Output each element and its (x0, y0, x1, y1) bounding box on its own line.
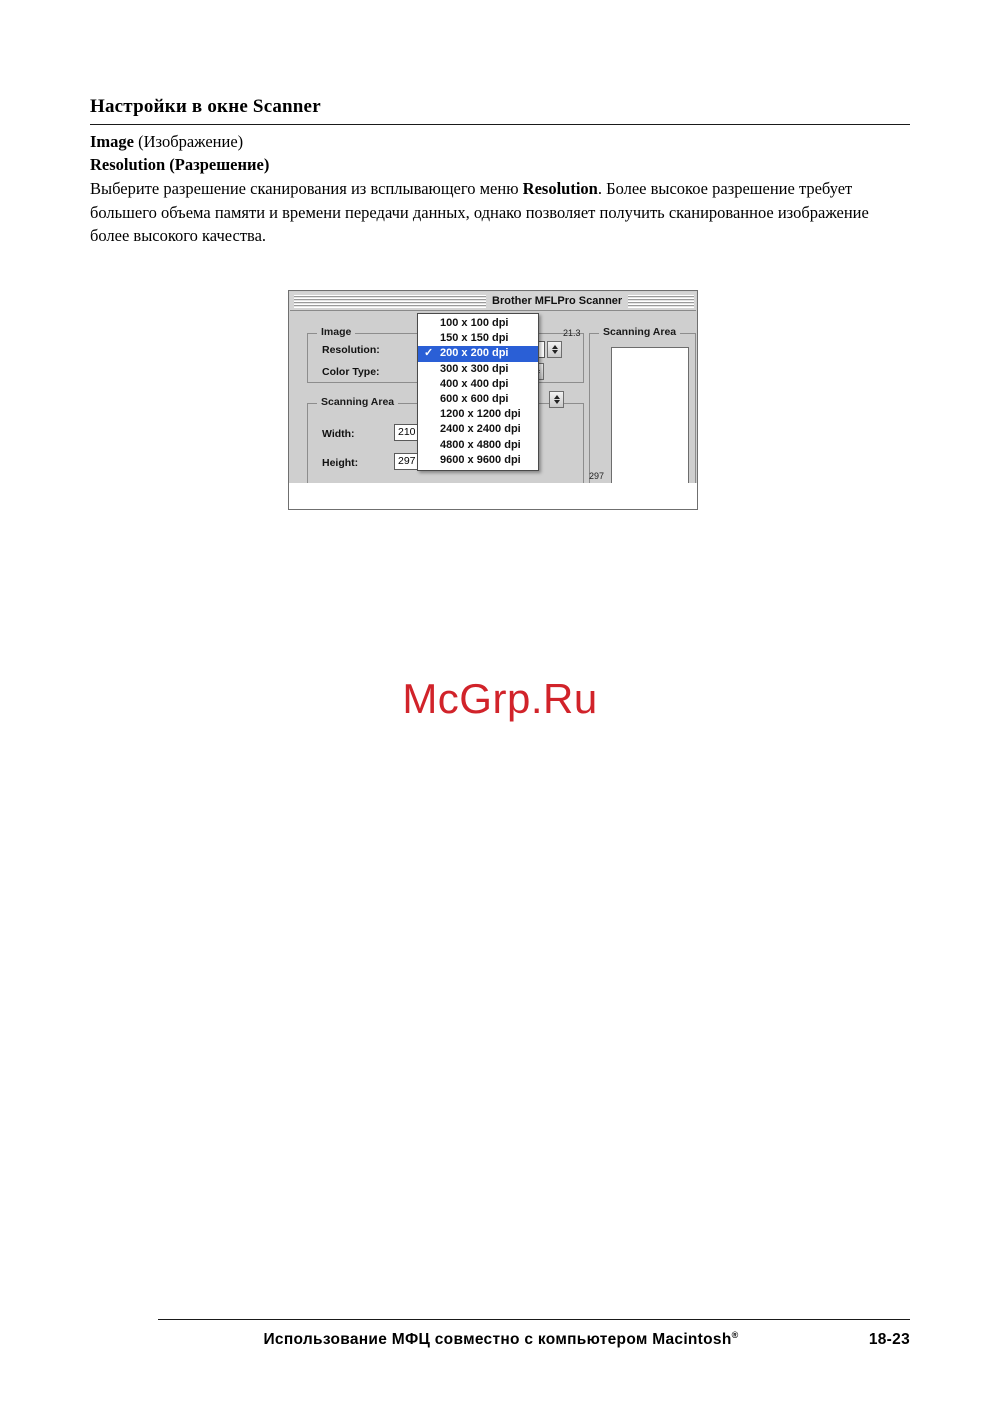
subheading-image-bold: Image (90, 132, 134, 151)
stepper-up-icon (552, 345, 558, 349)
paragraph-bold-term: Resolution (522, 179, 598, 198)
scanner-window (288, 290, 698, 510)
height-label: Height: (322, 457, 359, 469)
footer-divider (158, 1319, 910, 1320)
stepper-down-icon (554, 400, 560, 404)
page-title: Настройки в окне Scanner (90, 96, 321, 117)
preview-canvas[interactable] (611, 347, 689, 497)
resolution-stepper[interactable] (547, 341, 562, 358)
watermark: McGrp.Ru (402, 675, 598, 722)
menu-item-resolution[interactable]: 600 x 600 dpi (440, 392, 509, 405)
preview-left-value: 297 (589, 471, 605, 481)
subheading-image-rest: (Изображение) (134, 132, 244, 151)
menu-item-resolution[interactable]: 1200 x 1200 dpi (440, 408, 521, 421)
title-divider (90, 124, 910, 125)
resolution-dropdown-menu[interactable] (417, 313, 539, 471)
page-footer (158, 1330, 910, 1349)
preview-top-value: 21.3 (563, 328, 581, 338)
body-paragraph (90, 177, 898, 248)
menu-item-resolution[interactable]: 300 x 300 dpi (440, 362, 509, 375)
figure-crop-fade (289, 483, 698, 509)
menu-item-resolution[interactable]: 9600 x 9600 dpi (440, 453, 521, 466)
footer-title: Использование МФЦ совместно с компьютером Macintosh (263, 1331, 732, 1349)
image-group-label: Image (317, 326, 355, 338)
stepper-down-icon (552, 350, 558, 354)
page-number: 18-23 (868, 1331, 910, 1349)
menu-item-label: 200 x 200 dpi (440, 347, 509, 360)
menu-item-resolution[interactable]: 400 x 400 dpi (440, 377, 509, 390)
scanning-area-group-label: Scanning Area (317, 396, 398, 408)
menu-item-resolution[interactable]: 150 x 150 dpi (440, 332, 509, 345)
color-type-label: Color Type: (322, 366, 380, 378)
scanning-area-stepper[interactable] (549, 391, 564, 408)
width-input[interactable]: 210 (394, 424, 446, 441)
paragraph-part-1: Выберите разрешение сканирования из всплывающего меню (90, 179, 523, 198)
width-label: Width: (322, 428, 355, 440)
window-title: Brother MFLPro Scanner (486, 294, 628, 309)
menu-item-resolution[interactable]: 100 x 100 dpi (440, 317, 509, 329)
checkmark-icon: ✓ (424, 347, 434, 360)
subheading-image (90, 131, 910, 152)
menu-item-resolution[interactable]: 2400 x 2400 dpi (440, 423, 521, 436)
height-input[interactable]: 297 (394, 453, 446, 470)
resolution-label: Resolution: (322, 344, 380, 356)
window-titlebar[interactable] (290, 292, 696, 311)
footer-text (158, 1330, 848, 1349)
menu-item-resolution-selected[interactable] (418, 346, 538, 361)
registered-mark: ® (731, 1330, 739, 1340)
paragraph-part-2: . Более высокое разрешение требует большего объема памяти и времени передачи данных, однако позволяет получить сканированное изображение более высокого качества. (90, 179, 869, 245)
scanner-window-figure (288, 290, 698, 510)
stepper-up-icon (554, 395, 560, 399)
menu-item-resolution[interactable]: 4800 x 4800 dpi (440, 438, 521, 451)
preview-group-label: Scanning Area (599, 326, 680, 338)
subheading-resolution: Resolution (Разрешение) (90, 155, 270, 174)
